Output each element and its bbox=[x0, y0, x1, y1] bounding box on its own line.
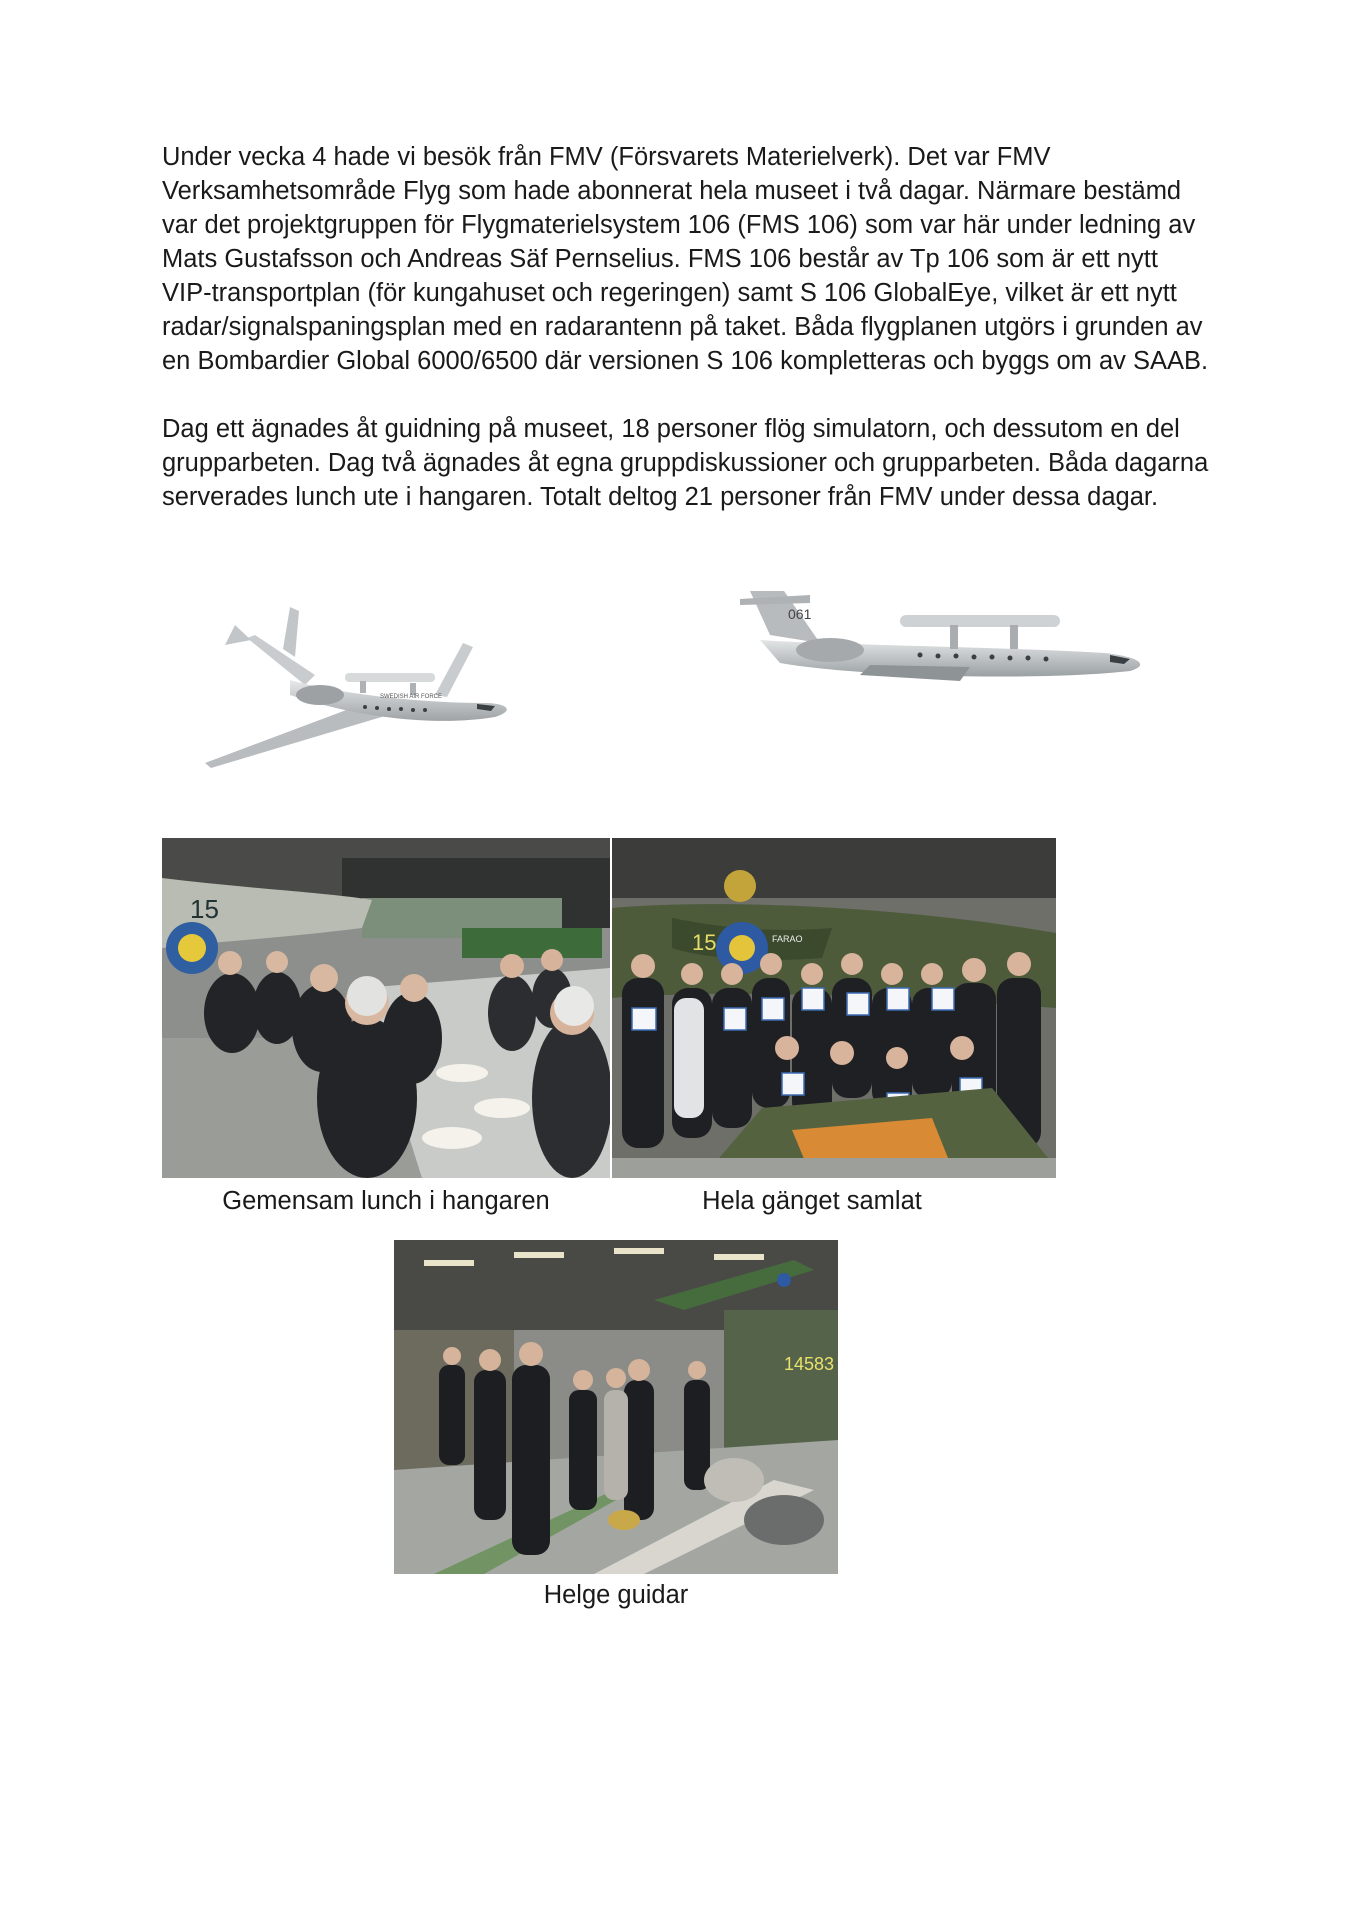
group-photo-caption: Hela gänget samlat bbox=[702, 1187, 922, 1215]
aircraft-marking-text: SWEDISH AIR FORCE bbox=[380, 694, 443, 700]
globaleye-aircraft-image-left bbox=[195, 585, 605, 775]
body-paragraph-1: Under vecka 4 hade vi besök från FMV (Försvarets Materielverk). Det var FMV Verksamhetsområde Flyg som hade abonnerat hela museet i två dagar. Närmare bestämd var det projektgruppen för Flygmaterielsystem 106 (FMS 106) som var här under ledning av Mats Gustafsson och Andreas Säf Pernselius. FMS 106 består av Tp 106 som är ett nytt VIP-transportplan (för kungahuset och regeringen) samt S 106 GlobalEye, vilket är ett nytt radar/signalspaningsplan med en radarantenn på taket. Båda flygplanen utgörs i grunden av en Bombardier Global 6000/6500 där versionen S 106 kompletteras och byggs om av SAAB. bbox=[162, 143, 1209, 375]
globaleye-aircraft-image-right bbox=[710, 585, 1170, 715]
guide-photo-caption: Helge guidar bbox=[543, 1581, 689, 1609]
guide-photo bbox=[394, 1240, 838, 1574]
lunch-photo-caption: Gemensam lunch i hangaren bbox=[222, 1187, 550, 1215]
lunch-photo bbox=[162, 838, 610, 1178]
tail-number-text: 061 bbox=[788, 606, 812, 622]
group-photo bbox=[612, 838, 1056, 1178]
guide-aircraft-number: 14583 bbox=[784, 1354, 835, 1374]
group-aircraft-number: 15 bbox=[692, 930, 717, 955]
lunch-aircraft-number: 15 bbox=[190, 894, 219, 924]
group-aircraft-name: FARAO bbox=[772, 934, 803, 944]
body-paragraph-2: Dag ett ägnades åt guidning på museet, 18 personer flög simulatorn, och dessutom en del grupparbeten. Dag två ägnades åt egna gruppdiskussioner och grupparbeten. Båda dagarna serverades lunch ute i hangaren. Totalt deltog 21 personer från FMV under dessa dagar. bbox=[162, 415, 1209, 511]
